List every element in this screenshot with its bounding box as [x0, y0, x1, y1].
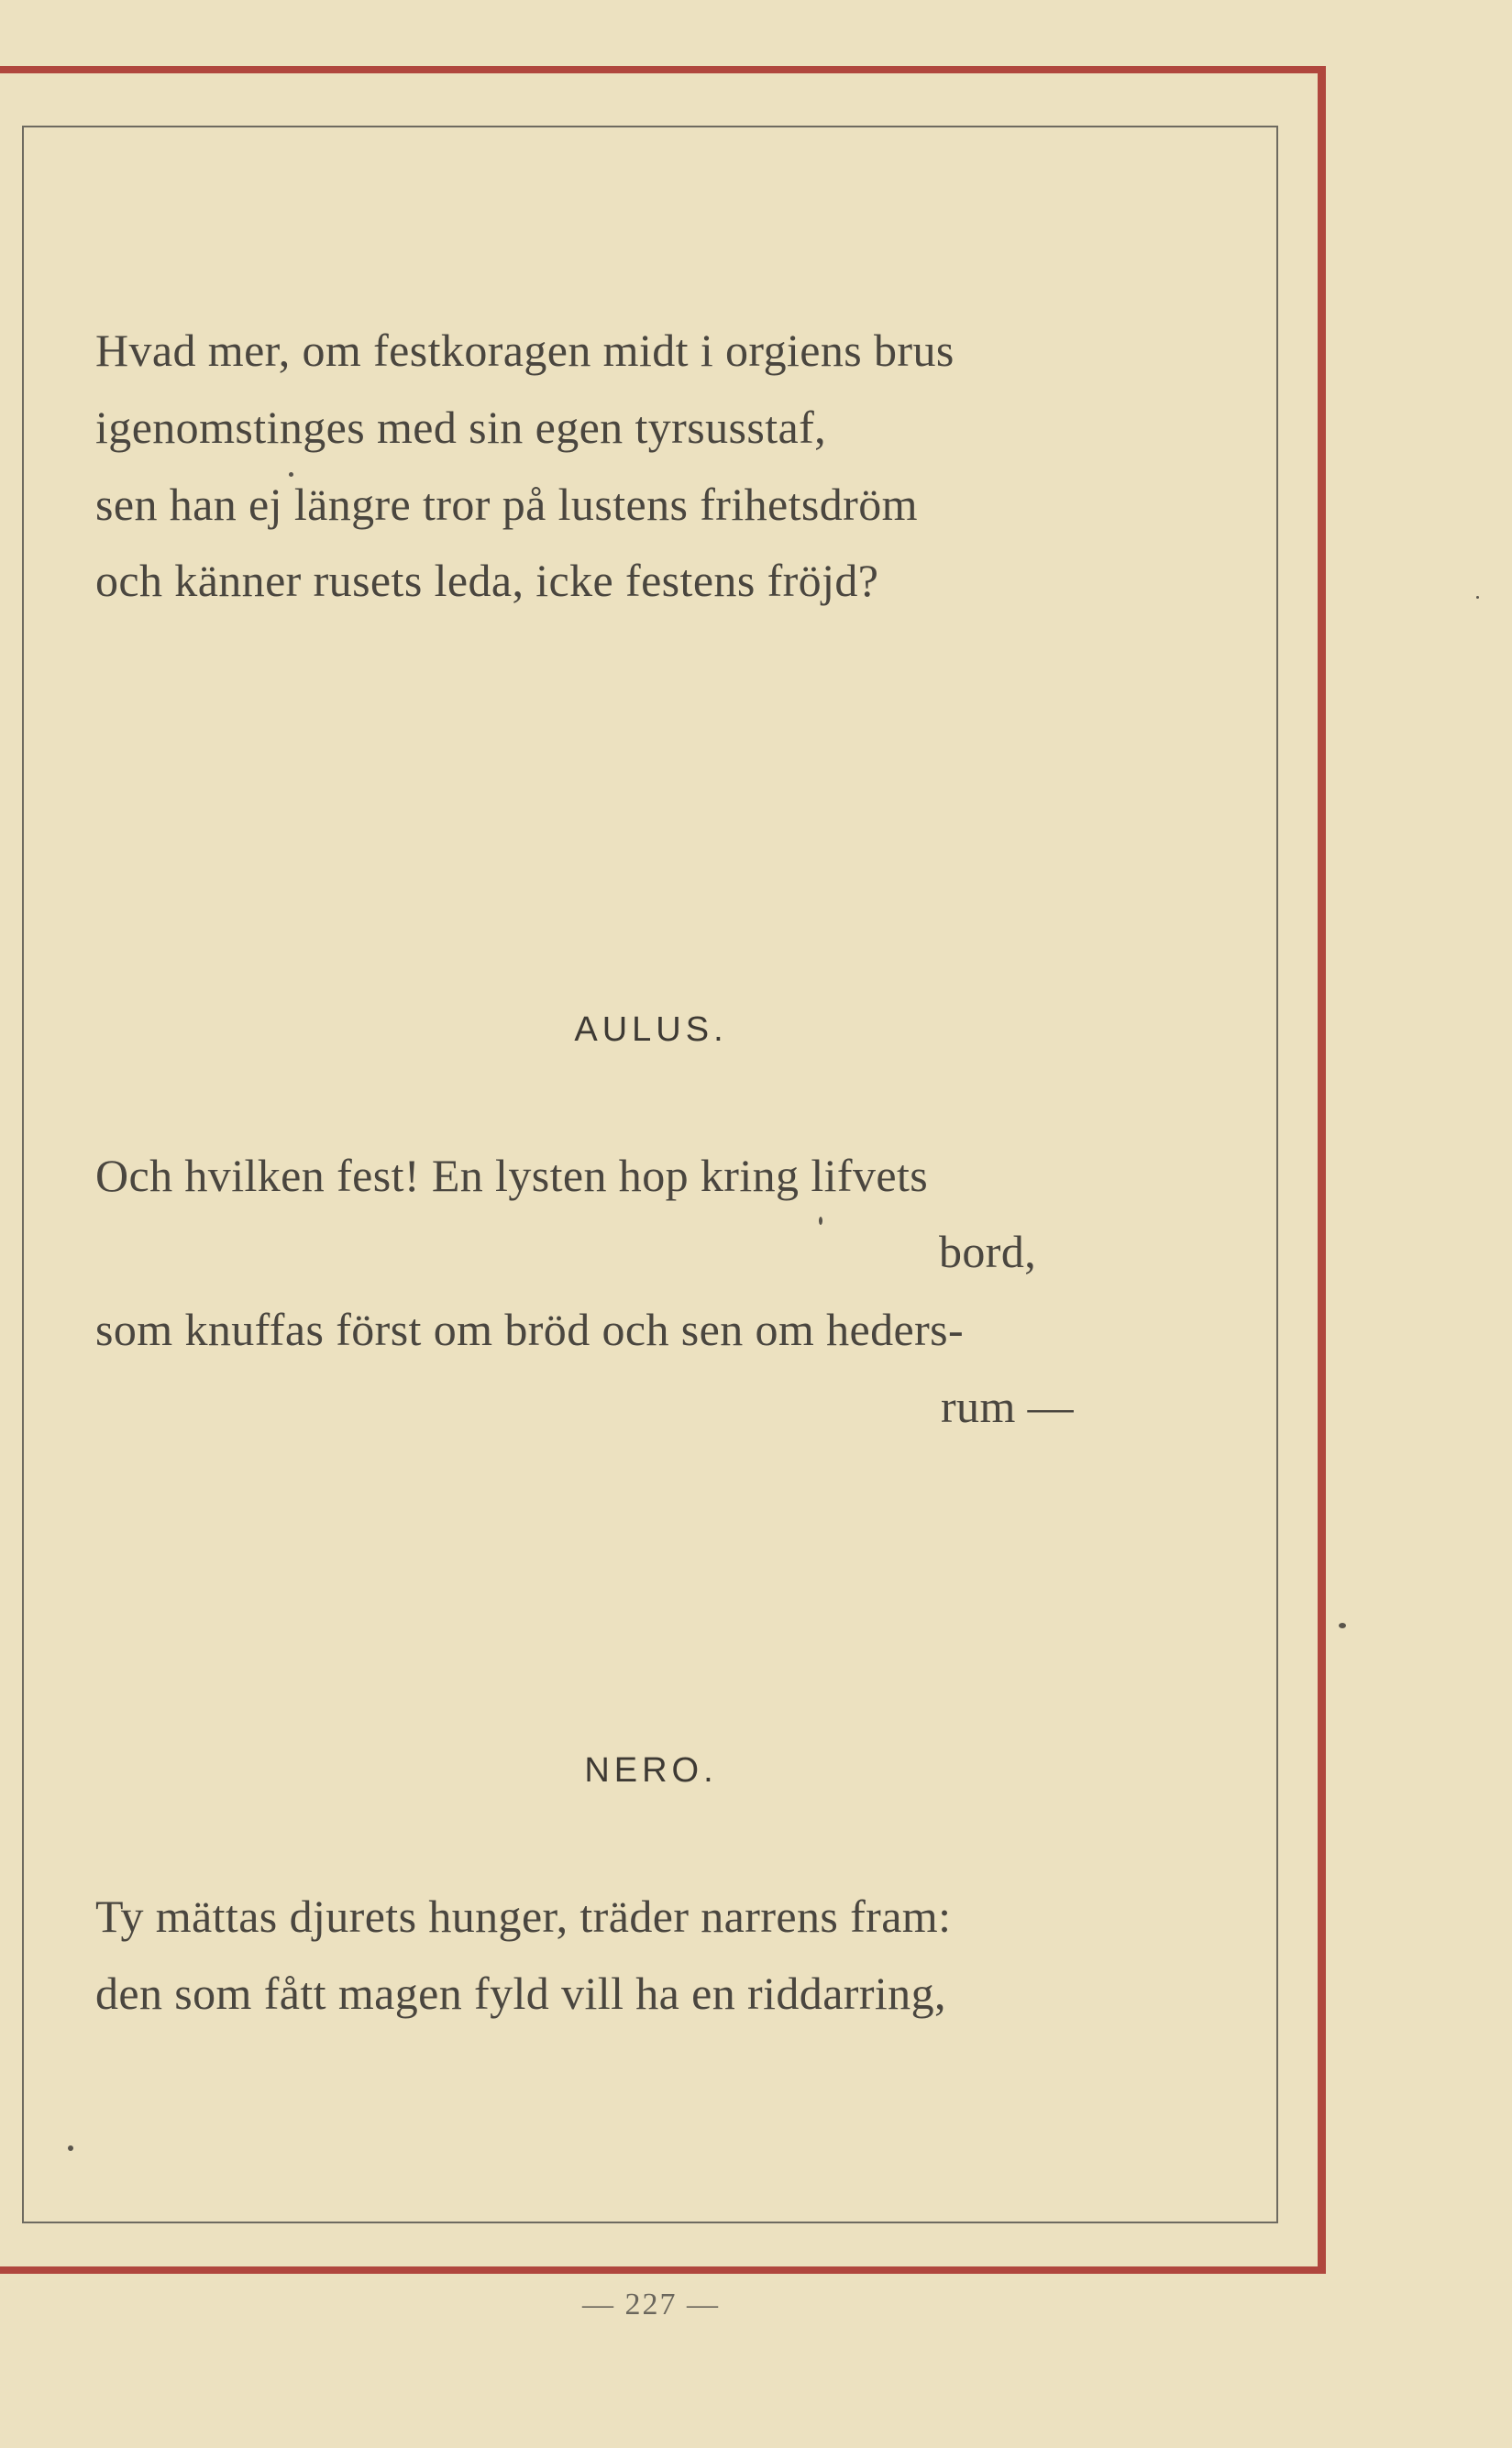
verse-line: och känner rusets leda, icke festens fröjd? [95, 555, 879, 606]
paper-speck [819, 1217, 822, 1225]
verse-line-continuation: bord, [939, 1226, 1037, 1277]
verse-line: Och hvilken fest! En lysten hop kring lifvets [95, 1150, 929, 1201]
verse-line: Hvad mer, om festkoragen midt i orgiens brus [95, 325, 955, 376]
page-number: — 227 — [582, 2288, 720, 2321]
paper-speck [289, 472, 293, 477]
paper-speck [68, 2145, 73, 2151]
verse-line: som knuffas först om bröd och sen om heders- [95, 1304, 965, 1355]
speaker-name-aulus: AULUS. [574, 1010, 728, 1049]
verse-line: sen han ej längre tror på lustens frihetsdröm [95, 479, 918, 530]
verse-line: Ty mättas djurets hunger, träder narrens fram: [95, 1891, 952, 1942]
verse-line: den som fått magen fyld vill ha en riddarring, [95, 1968, 946, 2019]
speaker-name-nero: NERO. [584, 1751, 718, 1790]
verse-line: igenomstinges med sin egen tyrsusstaf, [95, 402, 827, 453]
paper-speck [1476, 596, 1479, 599]
paper-speck [1339, 1623, 1346, 1628]
verse-line-continuation: rum — [941, 1381, 1075, 1432]
